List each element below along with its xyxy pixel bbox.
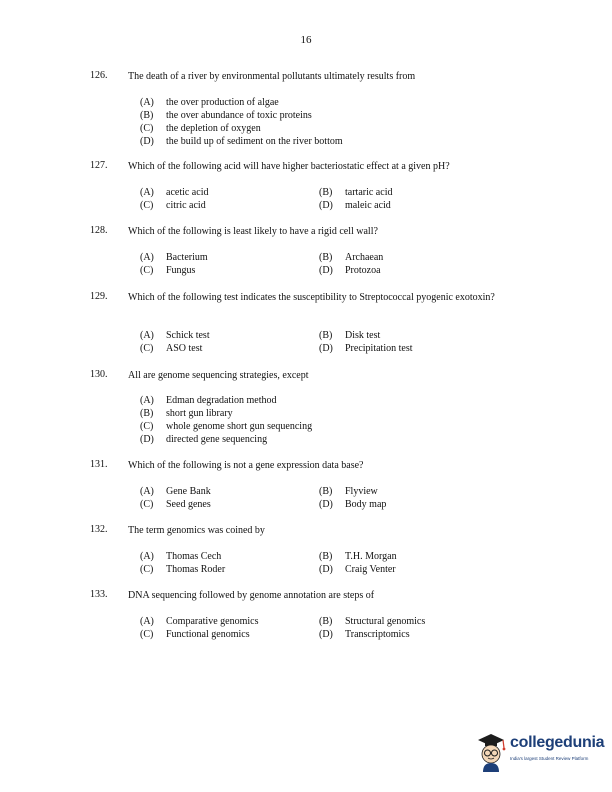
option-133-a: (A) Comparative genomics (140, 616, 259, 627)
option-129-c: (C) ASO test (140, 343, 203, 354)
option-126-b: (B) the over abundance of toxic proteins (140, 110, 312, 121)
logo-wordmark: collegedunia (510, 734, 605, 751)
logo-tagline: India's largest Student Review Platform (510, 756, 589, 761)
option-127-d: (D) maleic acid (319, 200, 391, 211)
option-131-d: (D) Body map (319, 499, 387, 510)
option-132-b: (B) T.H. Morgan (319, 551, 397, 562)
question-number: 130. (90, 369, 108, 380)
option-132-c: (C) Thomas Roder (140, 564, 226, 575)
question-number: 132. (90, 524, 108, 535)
option-130-d: (D) directed gene sequencing (140, 434, 268, 445)
option-130-c: (C) whole genome short gun sequencing (140, 421, 313, 432)
option-131-a: (A) Gene Bank (140, 486, 211, 497)
question-number: 126. (90, 70, 108, 81)
question-text: Which of the following is not a gene expression data base? (128, 460, 364, 471)
question-number: 127. (90, 160, 108, 171)
question-text: Which of the following test indicates the susceptibility to Streptococcal pyogenic exotoxin? (128, 292, 495, 303)
question-text: DNA sequencing followed by genome annotation are steps of (128, 590, 375, 601)
question-text: Which of the following acid will have higher bacteriostatic effect at a given pH? (128, 161, 450, 172)
option-132-a: (A) Thomas Cech (140, 551, 222, 562)
option-127-c: (C) citric acid (140, 200, 206, 211)
collegedunia-logo[interactable] (474, 728, 608, 776)
question-text: Which of the following is least likely to have a rigid cell wall? (128, 226, 378, 237)
option-127-b: (B) tartaric acid (319, 187, 393, 198)
option-130-b: (B) short gun library (140, 408, 233, 419)
option-131-c: (C) Seed genes (140, 499, 211, 510)
option-133-c: (C) Functional genomics (140, 629, 250, 640)
option-128-c: (C) Fungus (140, 265, 196, 276)
option-126-a: (A) the over production of algae (140, 97, 279, 108)
option-127-a: (A) acetic acid (140, 187, 209, 198)
option-129-d: (D) Precipitation test (319, 343, 413, 354)
question-number: 129. (90, 291, 108, 302)
question-text: The term genomics was coined by (128, 525, 265, 536)
question-number: 133. (90, 589, 108, 600)
option-129-a: (A) Schick test (140, 330, 210, 341)
option-128-a: (A) Bacterium (140, 252, 208, 263)
page-number: 16 (300, 34, 312, 46)
option-128-d: (D) Protozoa (319, 265, 381, 276)
graduate-mascot-icon (474, 728, 508, 772)
option-128-b: (B) Archaean (319, 252, 384, 263)
option-126-c: (C) the depletion of oxygen (140, 123, 261, 134)
option-130-a: (A) Edman degradation method (140, 395, 277, 406)
question-number: 131. (90, 459, 108, 470)
question-text: All are genome sequencing strategies, except (128, 370, 309, 381)
option-133-d: (D) Transcriptomics (319, 629, 410, 640)
option-133-b: (B) Structural genomics (319, 616, 426, 627)
option-131-b: (B) Flyview (319, 486, 378, 497)
option-132-d: (D) Craig Venter (319, 564, 396, 575)
option-126-d: (D) the build up of sediment on the river bottom (140, 136, 343, 147)
question-number: 128. (90, 225, 108, 236)
option-129-b: (B) Disk test (319, 330, 381, 341)
question-text: The death of a river by environmental pollutants ultimately results from (128, 71, 416, 82)
